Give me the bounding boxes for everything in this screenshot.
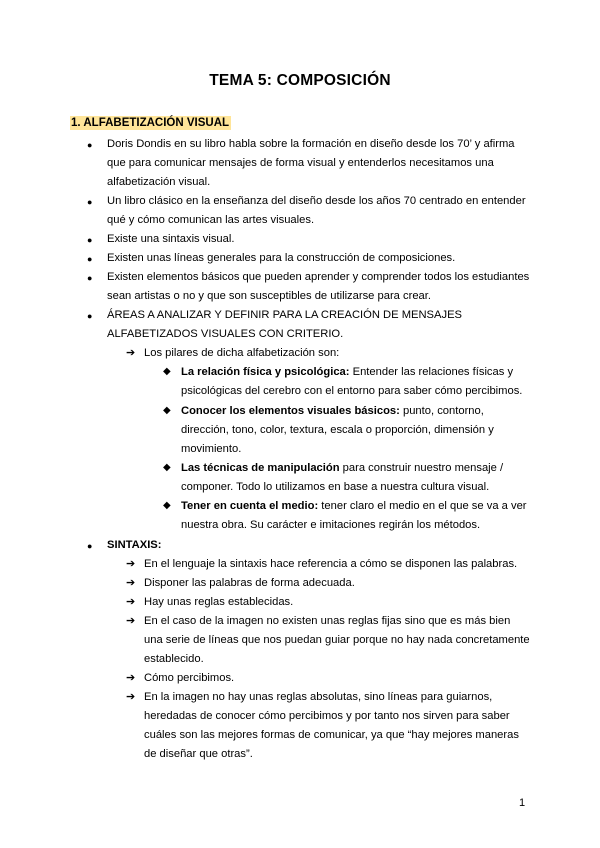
arrow-icon: ➔ bbox=[126, 596, 136, 608]
text-line: componer. Todo lo utilizamos en base a nuestra cultura visual. bbox=[181, 481, 490, 493]
text-line: nuestra obra. Su carácter e imitaciones regirán los métodos. bbox=[181, 519, 481, 531]
bullet-icon: ● bbox=[87, 197, 93, 207]
bold-term: La relación física y psicológica: bbox=[181, 366, 350, 378]
arrow-icon: ➔ bbox=[126, 615, 136, 627]
bullet-icon: ● bbox=[87, 541, 93, 551]
section-heading: 1. ALFABETIZACIÓN VISUAL bbox=[71, 117, 230, 129]
bold-term: Las técnicas de manipulación bbox=[181, 462, 340, 474]
text-line: Existe una sintaxis visual. bbox=[107, 233, 235, 245]
text-line: Un libro clásico en la enseñanza del diseño desde los años 70 centrado en entender bbox=[107, 195, 526, 207]
text-line: movimiento. bbox=[181, 443, 242, 455]
text-span: Entender las relaciones físicas y bbox=[349, 366, 514, 378]
text-line: alfabetización visual. bbox=[107, 176, 211, 188]
text-line: En la imagen no hay unas reglas absolutas, sino líneas para guiarnos, bbox=[144, 691, 493, 703]
bold-term: Conocer los elementos visuales básicos: bbox=[181, 405, 400, 417]
bullet-icon: ● bbox=[87, 273, 93, 283]
text-span: punto, contorno, bbox=[399, 405, 484, 417]
text-line bbox=[181, 365, 513, 379]
diamond-icon: ◆ bbox=[163, 462, 171, 473]
bullet-icon: ● bbox=[87, 311, 93, 321]
arrow-icon: ➔ bbox=[126, 558, 136, 570]
text-line: una serie de líneas que nos puedan guiar porque no hay nada concretamente bbox=[144, 634, 530, 646]
page-title: TEMA 5: COMPOSICIÓN bbox=[209, 72, 391, 89]
text-line: ÁREAS A ANALIZAR Y DEFINIR PARA LA CREACIÓN DE MENSAJES bbox=[107, 309, 463, 321]
page-number: 1 bbox=[519, 797, 526, 809]
text-line: qué y cómo comunican las artes visuales. bbox=[107, 214, 315, 226]
text-line: Hay unas reglas establecidas. bbox=[144, 596, 294, 608]
text-span: tener claro el medio en el que se va a ver bbox=[318, 500, 527, 512]
arrow-icon: ➔ bbox=[126, 347, 136, 359]
diamond-icon: ◆ bbox=[163, 366, 171, 377]
arrow-icon: ➔ bbox=[126, 691, 136, 703]
text-line: sean artistas o no y que son susceptibles de utilizarse para crear. bbox=[107, 290, 431, 302]
text-line: Cómo percibimos. bbox=[144, 672, 235, 684]
text-line: Los pilares de dicha alfabetización son: bbox=[144, 347, 340, 359]
text-line: En el lenguaje la sintaxis hace referencia a cómo se disponen las palabras. bbox=[144, 558, 518, 570]
text-line bbox=[181, 461, 503, 475]
text-line: de diseñar que otras”. bbox=[144, 748, 253, 760]
text-line: establecido. bbox=[144, 653, 204, 665]
diamond-icon: ◆ bbox=[163, 500, 171, 511]
arrow-icon: ➔ bbox=[126, 672, 136, 684]
diamond-icon: ◆ bbox=[163, 405, 171, 416]
text-line bbox=[181, 499, 527, 513]
text-line: heredadas de conocer cómo percibimos y por tanto nos sirven para saber bbox=[144, 710, 510, 722]
bold-term: Tener en cuenta el medio: bbox=[181, 500, 319, 512]
text-line: Existen elementos básicos que pueden aprender y comprender todos los estudiantes bbox=[107, 271, 530, 283]
sintaxis-heading: SINTAXIS: bbox=[107, 539, 162, 551]
text-line: En el caso de la imagen no existen unas reglas fijas sino que es más bien bbox=[144, 615, 511, 627]
text-line: Doris Dondis en su libro habla sobre la formación en diseño desde los 70’ y afirma bbox=[107, 138, 515, 150]
text-span: para construir nuestro mensaje / bbox=[339, 462, 504, 474]
bullet-icon: ● bbox=[87, 254, 93, 264]
bullet-icon: ● bbox=[87, 140, 93, 150]
text-line: Disponer las palabras de forma adecuada. bbox=[144, 577, 355, 589]
text-line: cuáles son las mejores formas de comunicar, ya que “hay mejores maneras bbox=[144, 729, 519, 741]
text-line: que para comunicar mensajes de forma visual y entenderlos necesitamos una bbox=[107, 157, 494, 169]
bullet-icon: ● bbox=[87, 235, 93, 245]
text-line: Existen unas líneas generales para la construcción de composiciones. bbox=[107, 252, 456, 264]
arrow-icon: ➔ bbox=[126, 577, 136, 589]
text-line: dirección, tono, color, textura, escala o proporción, dimensión y bbox=[181, 424, 494, 436]
text-line bbox=[181, 404, 484, 418]
text-line: ALFABETIZADOS VISUALES CON CRITERIO. bbox=[107, 328, 344, 340]
text-line: psicológicas del cerebro con el entorno para saber cómo percibimos. bbox=[181, 385, 523, 397]
